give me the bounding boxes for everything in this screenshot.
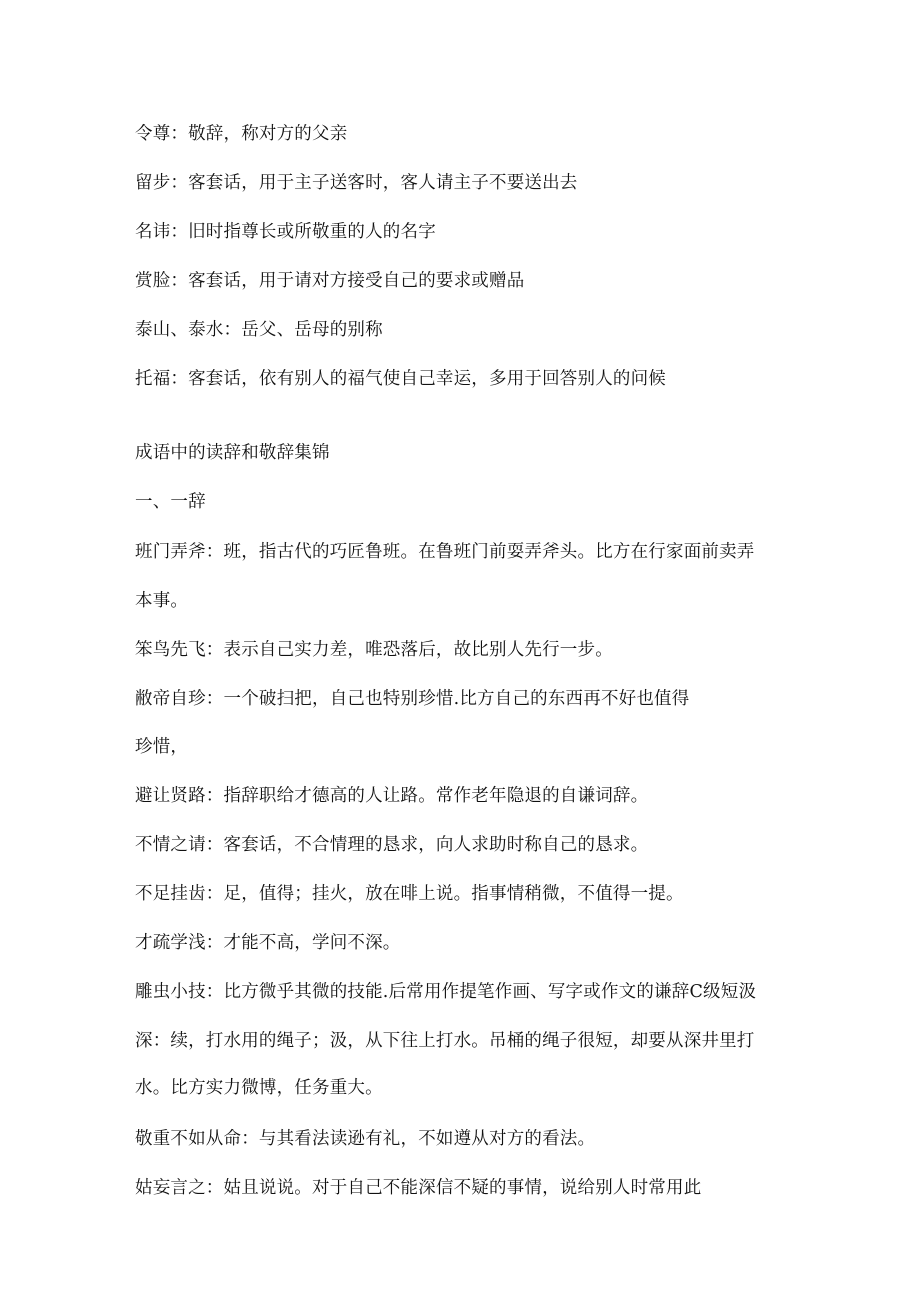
text-line: 笨鸟先飞：表示自己实力差，唯恐落后，故比别人先行一步。 (135, 640, 613, 660)
text-line: 敬重不如从命：与其看法读逊有礼，不如遵从对方的看法。 (135, 1129, 596, 1149)
text-line: 本事。 (135, 591, 189, 611)
text-line: 水。比方实力微博，任务重大。 (135, 1078, 383, 1098)
text-line: 才疏学浅：才能不高，学问不深。 (135, 933, 401, 953)
text-line: 令尊：敬辞，称对方的父亲 (135, 124, 348, 144)
text-line: 敝帝自珍：一个破扫把，自己也特别珍惜.比方自己的东西再不好也值得 (135, 689, 690, 709)
text-line: 不足挂齿：足，值得；挂火，放在啡上说。指事情稍微，不值得一提。 (135, 884, 684, 904)
text-line: 不情之请：客套话，不合情理的恳求，向人求助时称自己的恳求。 (135, 835, 649, 855)
text-line: 托福：客套话，依有别人的福气使自己幸运，多用于回答别人的问候 (135, 369, 666, 389)
text-line: 留步：客套话，用于主子送客时，客人请主子不要送出去 (135, 173, 578, 193)
text-line: 名讳：旧时指尊长或所敬重的人的名字 (135, 222, 436, 242)
text-line: 姑妄言之：姑且说说。对于自己不能深信不疑的事情，说给别人时常用此 (135, 1178, 702, 1198)
text-line: 雕虫小技：比方微乎其微的技能.后常用作提笔作画、写字或作文的谦辞C级短汲 (135, 982, 757, 1002)
text-line: 泰山、泰水：岳父、岳母的别称 (135, 320, 383, 340)
text-line: 避让贤路：指辞职给才德高的人让路。常作老年隐退的自谦词辞。 (135, 786, 649, 806)
text-line: 深：续，打水用的绳子；汲，从下往上打水。吊桶的绳子很短，却要从深井里打 (135, 1031, 755, 1051)
text-line: 赏脸：客套话，用于请对方接受自己的要求或赠品 (135, 271, 525, 291)
text-line: 珍惜， (135, 737, 189, 757)
subsection-heading: 一、一辞 (135, 492, 206, 512)
section-heading: 成语中的读辞和敬辞集锦 (135, 443, 330, 463)
text-line: 班门弄斧：班，指古代的巧匠鲁班。在鲁班门前耍弄斧头。比方在行家面前卖弄 (135, 542, 755, 562)
